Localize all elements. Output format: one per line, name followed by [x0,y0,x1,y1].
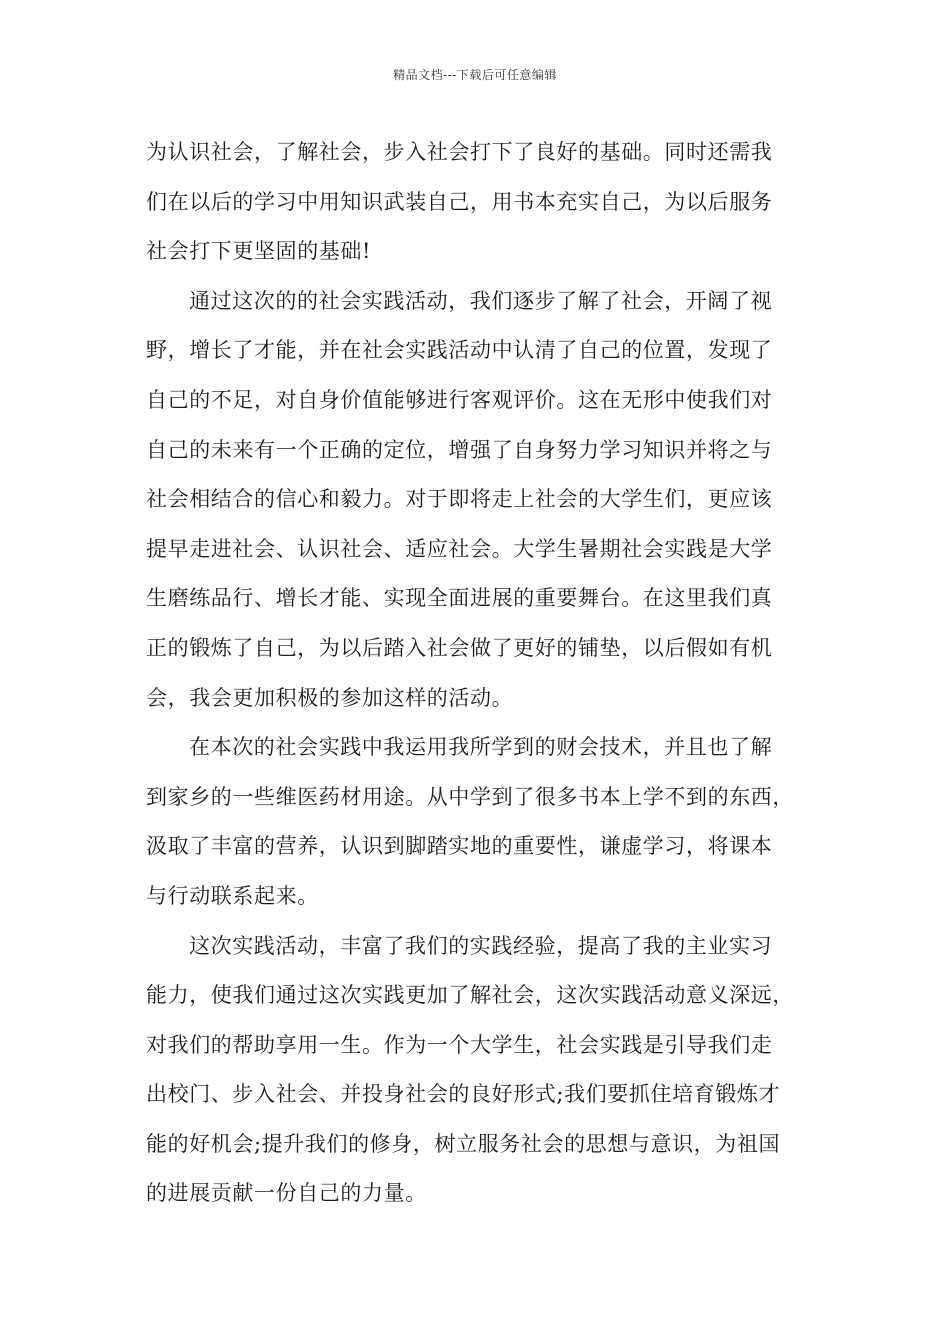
text-line: 们在以后的学习中用知识武装自己，用书本充实自己，为以后服务 [146,189,773,214]
text-line: 提早走进社会、认识社会、适应社会。大学生暑期社会实践是大学 [146,536,773,561]
text-line: 对我们的帮助享用一生。作为一个大学生，社会实践是引导我们走 [146,1032,773,1057]
text-line: 到家乡的一些维医药材用途。从中学到了很多书本上学不到的东西， [146,784,794,809]
text-line: 自己的未来有一个正确的定位，增强了自身努力学习知识并将之与 [146,437,773,462]
text-line: 与行动联系起来。 [146,883,319,908]
text-line: 社会相结合的信心和毅力。对于即将走上社会的大学生们，更应该 [146,487,773,512]
document-body [146,128,832,1219]
text-line: 会，我会更加积极的参加这样的活动。 [146,685,514,710]
paragraph-first-line: 通过这次的的社会实践活动，我们逐步了解了社会，开阔了视 [189,288,773,313]
page-header: 精品文档---下载后可任意编辑 [393,68,557,82]
text-line: 汲取了丰富的营养，认识到脚踏实地的重要性，谦虚学习，将课本 [146,834,773,859]
paragraph-first-line: 在本次的社会实践中我运用我所学到的财会技术，并且也了解 [189,735,773,760]
text-line: 野，增长了才能，并在社会实践活动中认清了自己的位置，发现了 [146,338,773,363]
paragraph-first-line: 这次实践活动，丰富了我们的实践经验，提高了我的主业实习 [189,933,773,958]
text-line: 能力，使我们通过这次实践更加了解社会，这次实践活动意义深远， [146,983,794,1008]
text-line: 正的锻炼了自己，为以后踏入社会做了更好的铺垫，以后假如有机 [146,635,773,660]
text-line: 的进展贡献一份自己的力量。 [146,1181,427,1206]
text-line: 自己的不足，对自身价值能够进行客观评价。这在无形中使我们对 [146,387,773,412]
text-line: 出校门、步入社会、并投身社会的良好形式;我们要抓住培育锻炼才 [146,1082,781,1107]
text-line: 能的好机会;提升我们的修身，树立服务社会的思想与意识，为祖国 [146,1131,781,1156]
text-line: 生磨练品行、增长才能、实现全面进展的重要舞台。在这里我们真 [146,586,773,611]
text-line: 为认识社会，了解社会，步入社会打下了良好的基础。同时还需我 [146,140,773,164]
text-line: 社会打下更坚固的基础! [146,239,372,264]
